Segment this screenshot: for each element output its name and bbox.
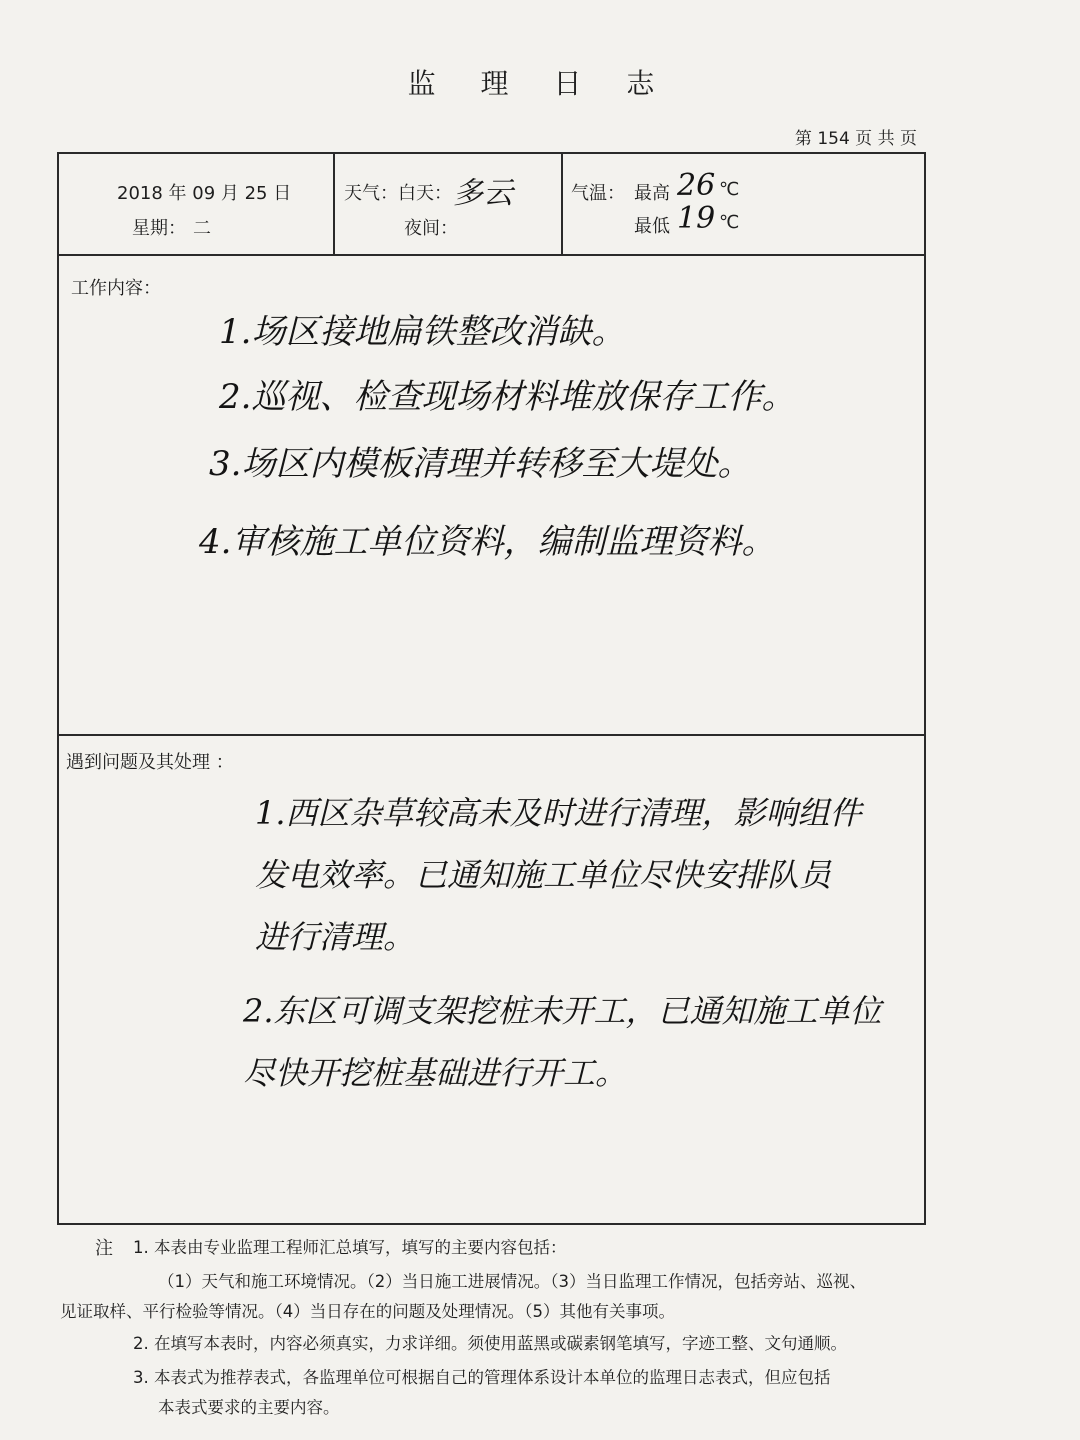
weather-day-value: 多云 [453,176,513,211]
page-number: 第 154 页 共 页 [794,129,917,149]
issue-line: 1.西区杂草较高未及时进行清理，影响组件 [255,794,862,832]
page-title: 监 理 日 志 [407,67,673,100]
temp-unit: ℃ [719,179,740,200]
divider [333,154,335,254]
divider [561,154,563,254]
date-field: 2018 年 09 月 25 日 [117,183,292,204]
weather-day-label: 天气：白天： [344,183,452,204]
notes-prefix: 注 [95,1238,113,1259]
note-line: 1. 本表由专业监理工程师汇总填写，填写的主要内容包括： [133,1238,567,1257]
temp-low-value: 19 [677,201,716,236]
temperature-label: 气温： [571,183,625,204]
work-item: 2.巡视、检查现场材料堆放保存工作。 [219,377,796,417]
log-form [57,152,926,1225]
issue-line: 2.东区可调支架挖桩未开工，已通知施工单位 [243,992,882,1030]
weather-night-label: 夜间： [404,218,458,239]
temp-high-label: 最高 [634,183,670,204]
issue-line: 发电效率。已通知施工单位尽快安排队员 [255,856,832,894]
weekday-label: 星期： [132,218,186,239]
work-item: 4.审核施工单位资料，编制监理资料。 [199,522,776,562]
work-item: 3.场区内模板清理并转移至大堤处。 [209,444,752,484]
note-line: （1）天气和施工环境情况。（2）当日施工进展情况。（3）当日监理工作情况，包括旁站、巡视、 [158,1272,866,1291]
work-content-section [59,256,924,736]
temp-unit: ℃ [719,212,740,233]
header-row [59,154,924,256]
temp-high-value: 26 [677,168,716,203]
note-line: 本表式要求的主要内容。 [158,1398,340,1417]
work-content-label: 工作内容： [71,278,161,299]
note-line: 见证取样、平行检验等情况。（4）当日存在的问题及处理情况。（5）其他有关事项。 [60,1302,675,1321]
temp-low-label: 最低 [634,216,670,237]
issues-label: 遇到问题及其处理 ： [66,752,234,773]
work-item: 1.场区接地扁铁整改消缺。 [219,312,626,352]
issue-line: 进行清理。 [255,918,416,956]
issue-line: 尽快开挖桩基础进行开工。 [243,1054,628,1092]
weekday-value: 二 [193,218,211,239]
note-line: 2. 在填写本表时，内容必须真实，力求详细。须使用蓝黑或碳素钢笔填写，字迹工整、文句通顺。 [133,1334,847,1353]
issues-section [59,736,924,1223]
note-line: 3. 本表式为推荐表式，各监理单位可根据自己的管理体系设计本单位的监理日志表式，但应包括 [133,1368,831,1387]
